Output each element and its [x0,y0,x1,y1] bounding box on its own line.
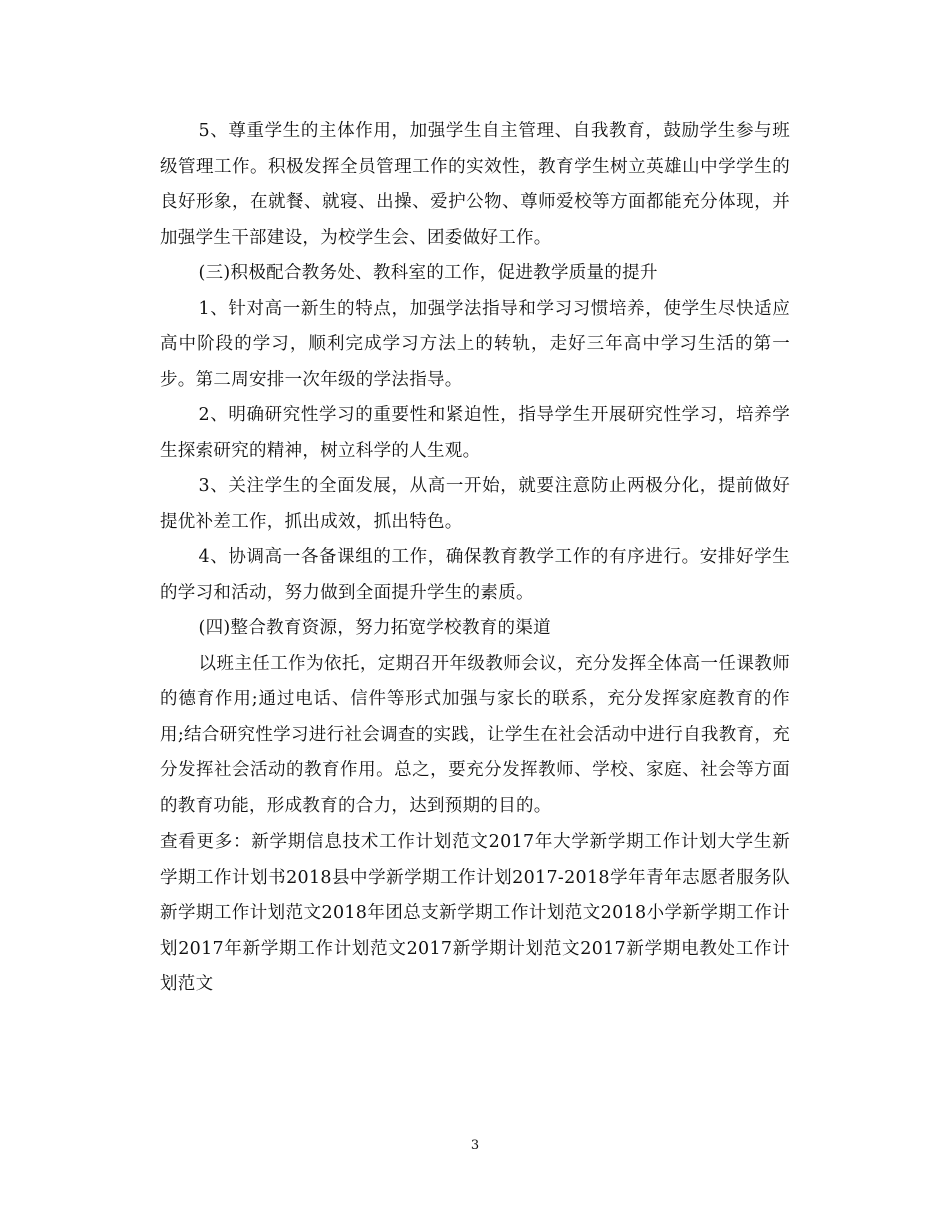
page-number: 3 [470,1138,480,1153]
document-body [160,114,790,1003]
paragraph-item-2: 2、明确研究性学习的重要性和紧迫性，指导学生开展研究性学习，培养学生探索研究的精神，树立科学的人生观。 [160,405,790,461]
see-more-paragraph: 查看更多：新学期信息技术工作计划范文2017年大学新学期工作计划大学生新学期工作计划书2018县中学新学期工作计划2017-2018学年青年志愿者服务队新学期工作计划范文2018年团总支新学期工作计划范文2018小学新学期工作计划2017年新学期工作计划范文2017新学期计划范文2017新学期电教处工作计划范文 [160,832,790,994]
paragraph-item-3: 3、关注学生的全面发展，从高一开始，就要注意防止两极分化，提前做好提优补差工作，抓出成效，抓出特色。 [160,476,790,532]
paragraph-item-5: 5、尊重学生的主体作用，加强学生自主管理、自我教育，鼓励学生参与班级管理工作。积极发挥全员管理工作的实效性，教育学生树立英雄山中学学生的良好形象，在就餐、就寝、出操、爱护公物、尊师爱校等方面都能充分体现，并加强学生干部建设，为校学生会、团委做好工作。 [160,121,790,248]
paragraph-item-1: 1、针对高一新生的特点，加强学法指导和学习习惯培养，使学生尽快适应高中阶段的学习，顺利完成学习方法上的转轨，走好三年高中学习生活的第一步。第二周安排一次年级的学法指导。 [160,298,790,390]
section-heading-3: (三)积极配合教务处、教科室的工作，促进教学质量的提升 [198,263,658,283]
section-heading-4: (四)整合教育资源，努力拓宽学校教育的渠道 [198,618,551,638]
paragraph-resources: 以班主任工作为依托，定期召开年级教师会议，充分发挥全体高一任课教师的德育作用;通过电话、信件等形式加强与家长的联系，充分发挥家庭教育的作用;结合研究性学习进行社会调查的实践，让学生在社会活动中进行自我教育，充分发挥社会活动的教育作用。总之，要充分发挥教师、学校、家庭、社会等方面的教育功能，形成教育的合力，达到预期的目的。 [160,653,790,816]
paragraph-item-4: 4、协调高一各备课组的工作，确保教育教学工作的有序进行。安排好学生的学习和活动，努力做到全面提升学生的素质。 [160,547,790,603]
